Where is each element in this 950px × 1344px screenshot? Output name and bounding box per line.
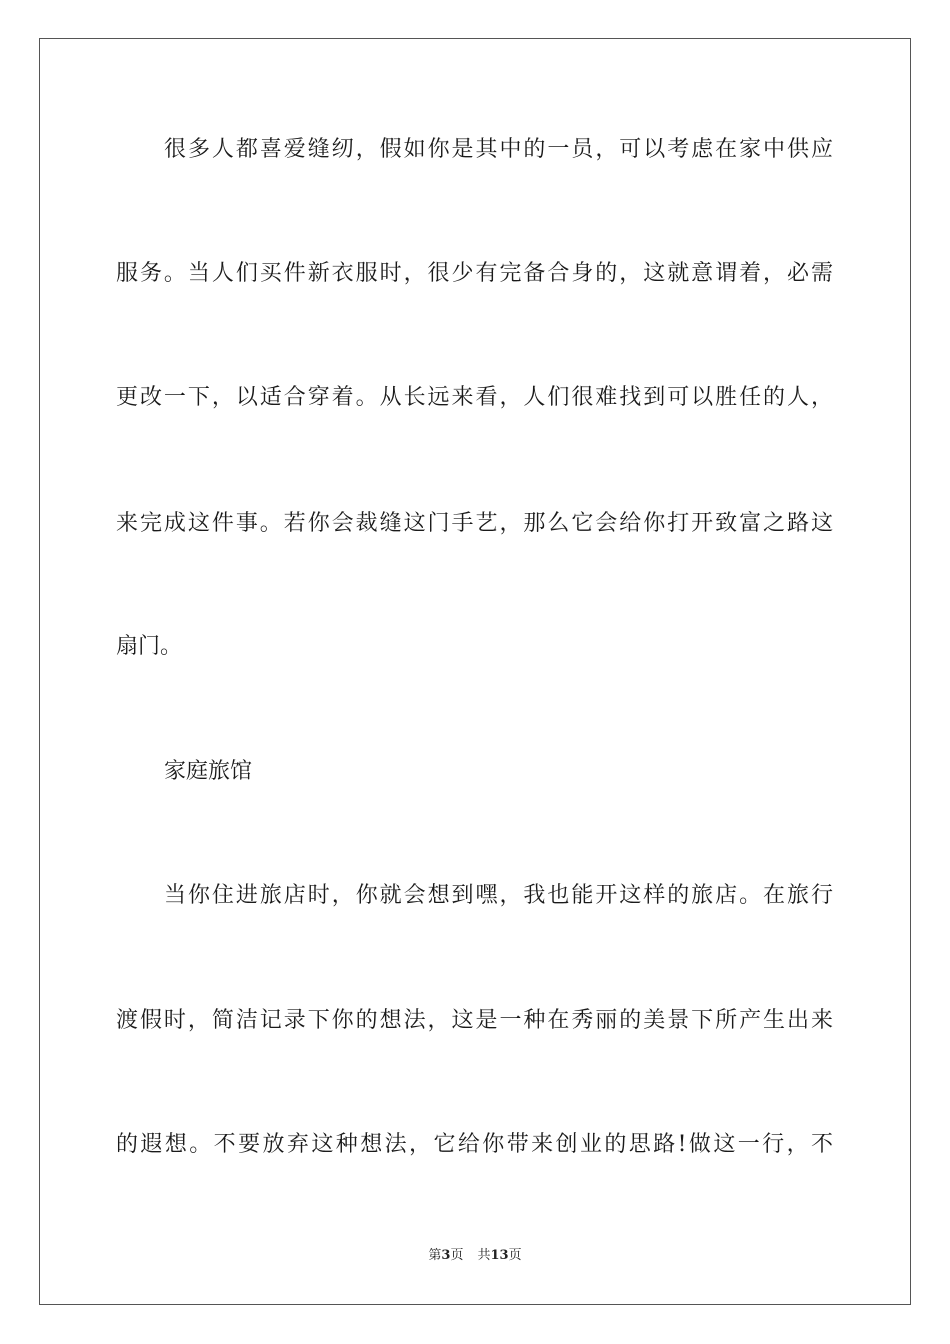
paragraph-1-line-5: 扇门。 (116, 634, 183, 659)
paragraph-1-line-2: 服务。当人们买件新衣服时，很少有完备合身的，这就意谓着，必需 (116, 261, 833, 286)
paragraph-2-line-2: 渡假时，简洁记录下你的想法，这是一种在秀丽的美景下所产生出来 (116, 1008, 833, 1033)
paragraph-1-line-3: 更改一下，以适合穿着。从长远来看，人们很难找到可以胜任的人， (116, 385, 833, 410)
page-frame (39, 38, 911, 1305)
paragraph-1-line-4: 来完成这件事。若你会裁缝这门手艺，那么它会给你打开致富之路这 (116, 511, 833, 536)
total-pages: 13 (490, 1248, 509, 1263)
paragraph-2-line-1: 当你住进旅店时，你就会想到嘿，我也能开这样的旅店。在旅行 (164, 883, 833, 908)
paragraph-2-line-3: 的遐想。不要放弃这种想法，它给你带来创业的思路!做这一行，不 (116, 1132, 833, 1157)
section-heading: 家庭旅馆 (164, 759, 253, 784)
total-prefix: 共 (477, 1248, 491, 1263)
page-suffix: 页 (450, 1248, 464, 1263)
page-prefix: 第 (428, 1248, 442, 1263)
total-suffix: 页 (508, 1248, 522, 1263)
page-footer (0, 1247, 950, 1265)
paragraph-1-line-1: 很多人都喜爱缝纫，假如你是其中的一员，可以考虑在家中供应 (164, 137, 833, 162)
page-number: 3 (441, 1248, 451, 1263)
